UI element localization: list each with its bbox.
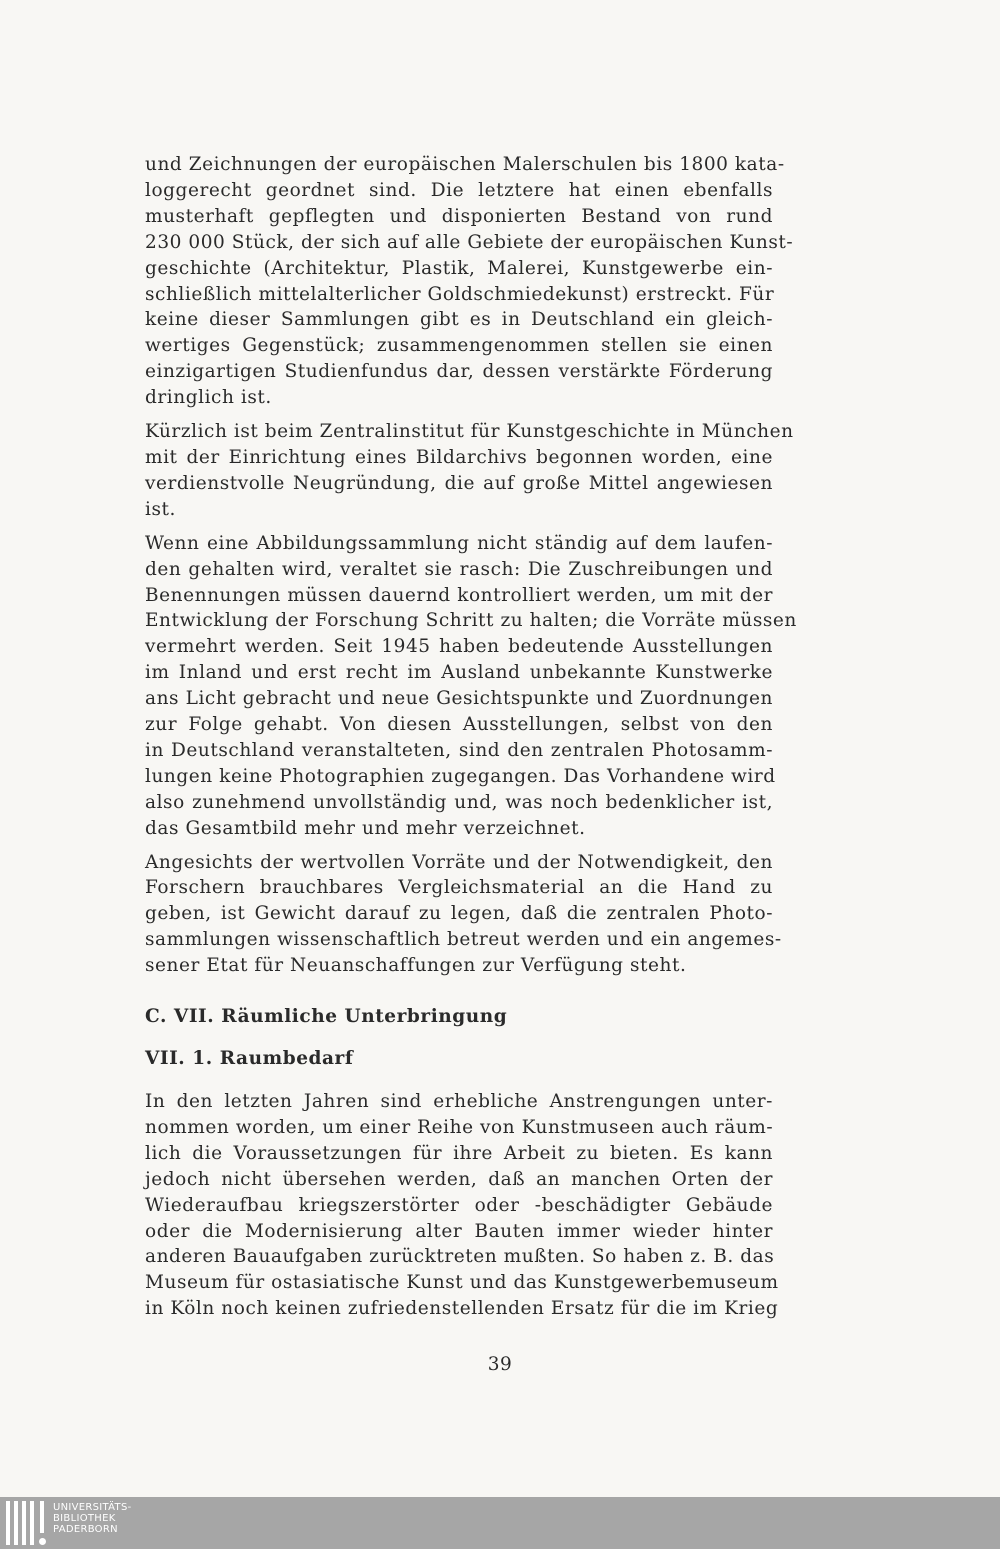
subsection-heading: VII. 1. Raumbedarf xyxy=(145,1048,354,1069)
library-footer xyxy=(0,1497,1000,1549)
text-line: dringlich ist. xyxy=(145,387,272,409)
library-name-line: PADERBORN xyxy=(53,1524,118,1535)
paragraph-3 xyxy=(145,531,797,842)
text-line: loggerecht geordnet sind. Die letztere hat einen ebenfalls xyxy=(145,179,773,201)
text-line: verdienstvolle Neugründung, die auf große Mittel angewiesen xyxy=(145,472,773,494)
text-line: also zunehmend unvollständig und, was noch bedenklicher ist, xyxy=(145,791,773,813)
paragraph-2 xyxy=(145,419,794,523)
text-line: Entwicklung der Forschung Schritt zu halten; die Vorräte müssen xyxy=(145,610,797,632)
page-number: 39 xyxy=(487,1354,513,1375)
text-line: nommen worden, um einer Reihe von Kunstmuseen auch räum- xyxy=(145,1116,774,1138)
text-line: In den letzten Jahren sind erhebliche Anstrengungen unter- xyxy=(145,1091,773,1112)
logo-bar xyxy=(6,1501,10,1545)
paragraph-1 xyxy=(145,152,794,411)
library-name xyxy=(53,1502,132,1535)
text-line: anderen Bauaufgaben zurücktreten mußten. So haben z. B. das xyxy=(145,1246,775,1268)
text-line: oder die Modernisierung alter Bauten immer wieder hinter xyxy=(145,1220,773,1242)
text-line: jedoch nicht übersehen werden, daß an manchen Orten der xyxy=(145,1168,773,1190)
section-heading: C. VII. Räumliche Unterbringung xyxy=(145,1006,508,1027)
body-text xyxy=(145,152,797,987)
text-line: musterhaft gepflegten und disponierten Bestand von rund xyxy=(145,205,773,227)
text-line: im Inland und erst recht im Ausland unbekannte Kunstwerke xyxy=(145,662,773,684)
text-line: wertiges Gegenstück; zusammengenommen stellen sie einen xyxy=(145,335,773,357)
text-line: ist. xyxy=(145,498,176,520)
text-line: sener Etat für Neuanschaffungen zur Verfügung steht. xyxy=(145,955,687,977)
text-line: Kürzlich ist beim Zentralinstitut für Kunstgeschichte in München xyxy=(145,421,794,443)
text-line: das Gesamtbild mehr und mehr verzeichnet. xyxy=(145,817,586,839)
text-line: Forschern brauchbares Vergleichsmaterial an die Hand zu xyxy=(145,877,773,899)
text-line: Wiederaufbau kriegszerstörter oder -beschädigter Gebäude xyxy=(145,1194,773,1216)
logo-bar xyxy=(30,1501,34,1545)
logo-bar xyxy=(40,1501,44,1533)
text-line: zur Folge gehabt. Von diesen Ausstellungen, selbst von den xyxy=(145,714,773,736)
text-line: lungen keine Photographien zugegangen. Das Vorhandene wird xyxy=(145,765,776,787)
library-name-line: BIBLIOTHEK xyxy=(53,1513,116,1524)
body-text-continued xyxy=(145,1089,779,1330)
text-line: sammlungen wissenschaftlich betreut werden und ein angemes- xyxy=(145,929,782,951)
text-line: den gehalten wird, veraltet sie rasch: Die Zuschreibungen und xyxy=(145,558,773,580)
logo-bar xyxy=(22,1501,26,1545)
text-line: 230 000 Stück, der sich auf alle Gebiete der europäischen Kunst- xyxy=(145,231,794,253)
text-line: mit der Einrichtung eines Bildarchivs begonnen worden, eine xyxy=(145,446,773,468)
text-line: schließlich mittelalterlicher Goldschmiedekunst) erstreckt. Für xyxy=(145,283,775,305)
text-line: ans Licht gebracht und neue Gesichtspunkte und Zuordnungen xyxy=(145,688,773,710)
text-line: vermehrt werden. Seit 1945 haben bedeutende Ausstellungen xyxy=(145,636,773,658)
paragraph-5 xyxy=(145,1089,779,1322)
library-logo-icon xyxy=(6,1501,48,1545)
text-line: keine dieser Sammlungen gibt es in Deutschland ein gleich- xyxy=(145,309,773,331)
text-line: einzigartigen Studienfundus dar, dessen verstärkte Förderung xyxy=(145,361,773,383)
library-name-line: UNIVERSITÄTS- xyxy=(53,1502,132,1513)
text-line: geschichte (Architektur, Plastik, Malerei, Kunstgewerbe ein- xyxy=(145,257,773,279)
logo-bar xyxy=(14,1501,18,1545)
text-line: und Zeichnungen der europäischen Malerschulen bis 1800 kata- xyxy=(145,154,785,175)
logo-dot xyxy=(39,1538,46,1545)
paragraph-4 xyxy=(145,850,782,980)
text-line: Benennungen müssen dauernd kontrolliert werden, um mit der xyxy=(145,584,773,606)
text-line: geben, ist Gewicht darauf zu legen, daß die zentralen Photo- xyxy=(145,903,773,925)
text-line: in Deutschland veranstalteten, sind den zentralen Photosamm- xyxy=(145,739,773,761)
text-line: lich die Voraussetzungen für ihre Arbeit zu bieten. Es kann xyxy=(145,1142,773,1164)
text-line: in Köln noch keinen zufriedenstellenden Ersatz für die im Krieg xyxy=(145,1298,779,1320)
text-line: Angesichts der wertvollen Vorräte und der Notwendigkeit, den xyxy=(145,851,773,873)
text-line: Museum für ostasiatische Kunst und das Kunstgewerbemuseum xyxy=(145,1272,779,1294)
text-line: Wenn eine Abbildungssammlung nicht ständig auf dem laufen- xyxy=(145,532,773,554)
